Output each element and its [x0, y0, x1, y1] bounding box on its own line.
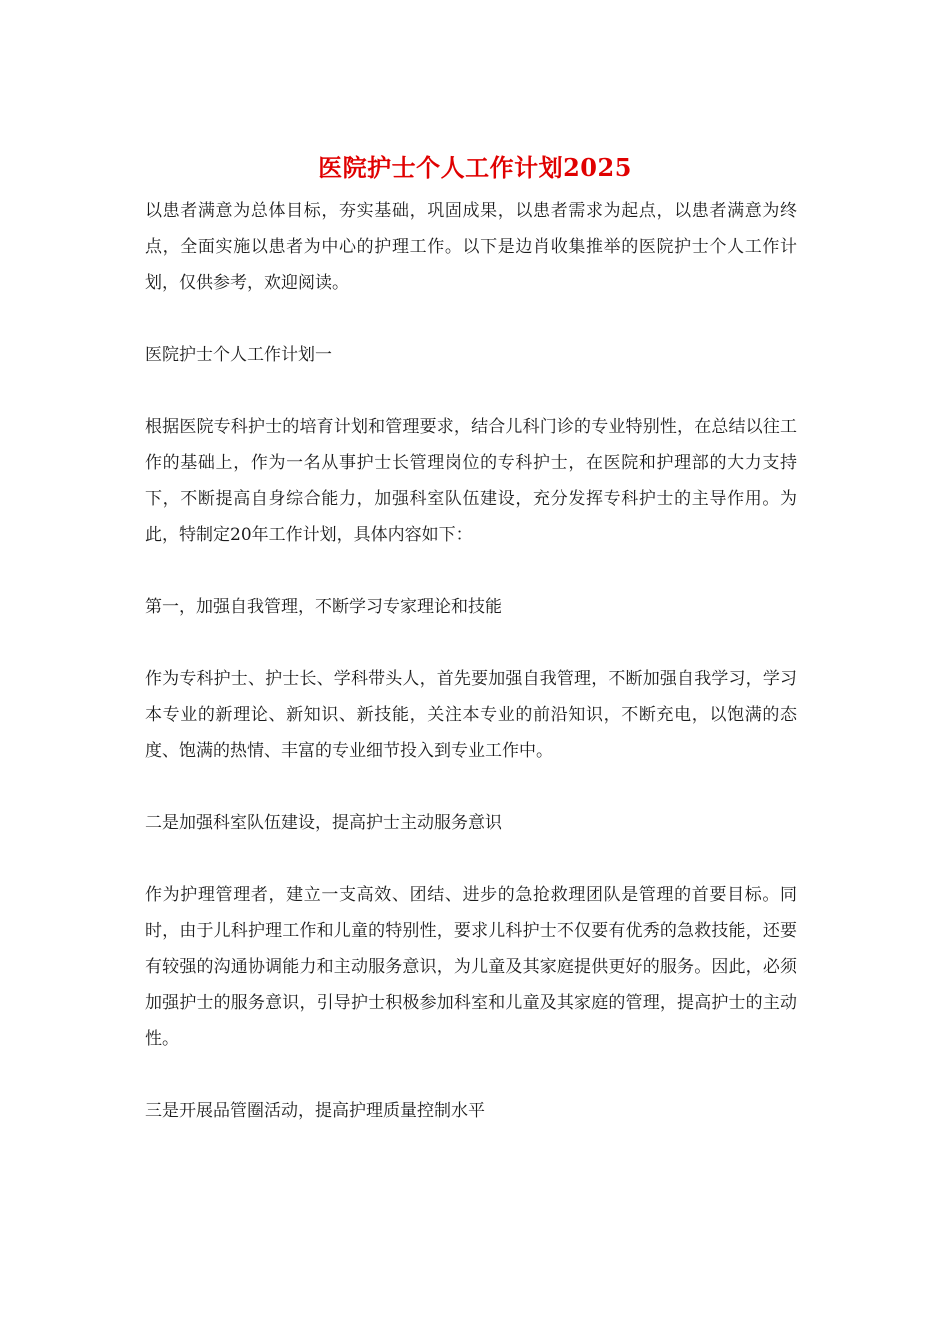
paragraph-spacer — [145, 841, 797, 877]
point-three-heading: 三是开展品管圈活动，提高护理质量控制水平 — [145, 1101, 485, 1121]
section-heading-plan-one: 医院护士个人工作计划一 — [145, 345, 332, 365]
document-title: 医院护士个人工作计划2025 — [318, 153, 632, 182]
plan-one-paragraph: 根据医院专科护士的培育计划和管理要求，结合儿科门诊的专业特别性，在总结以往工作的基础上，作为一名从事护士长管理岗位的专科护士，在医院和护理部的大力支持下，不断提高自身综合能力，加强科室队伍建设，充分发挥专科护士的主导作用。为此，特制定20年工作计划，具体内容如下： — [145, 417, 797, 545]
paragraph-spacer — [145, 553, 797, 589]
paragraph-spacer — [145, 301, 797, 337]
paragraph-spacer — [145, 769, 797, 805]
point-one-heading: 第一，加强自我管理，不断学习专家理论和技能 — [145, 597, 502, 617]
point-two-heading: 二是加强科室队伍建设，提高护士主动服务意识 — [145, 813, 502, 833]
document-body — [145, 193, 797, 1129]
point-one-paragraph: 作为专科护士、护士长、学科带头人，首先要加强自我管理，不断加强自我学习，学习本专业的新理论、新知识、新技能，关注本专业的前沿知识，不断充电，以饱满的态度、饱满的热情、丰富的专业细节投入到专业工作中。 — [145, 669, 797, 761]
point-two-paragraph: 作为护理管理者，建立一支高效、团结、进步的急抢救理团队是管理的首要目标。同时，由于儿科护理工作和儿童的特别性，要求儿科护士不仅要有优秀的急救技能，还要有较强的沟通协调能力和主动服务意识，为儿童及其家庭提供更好的服务。因此，必须加强护士的服务意识，引导护士积极参加科室和儿童及其家庭的管理，提高护士的主动性。 — [145, 885, 797, 1049]
paragraph-spacer — [145, 1057, 797, 1093]
paragraph-spacer — [145, 373, 797, 409]
intro-paragraph: 以患者满意为总体目标，夯实基础，巩固成果，以患者需求为起点，以患者满意为终点，全面实施以患者为中心的护理工作。以下是边肖收集推举的医院护士个人工作计划，仅供参考，欢迎阅读。 — [145, 201, 797, 293]
paragraph-spacer — [145, 625, 797, 661]
